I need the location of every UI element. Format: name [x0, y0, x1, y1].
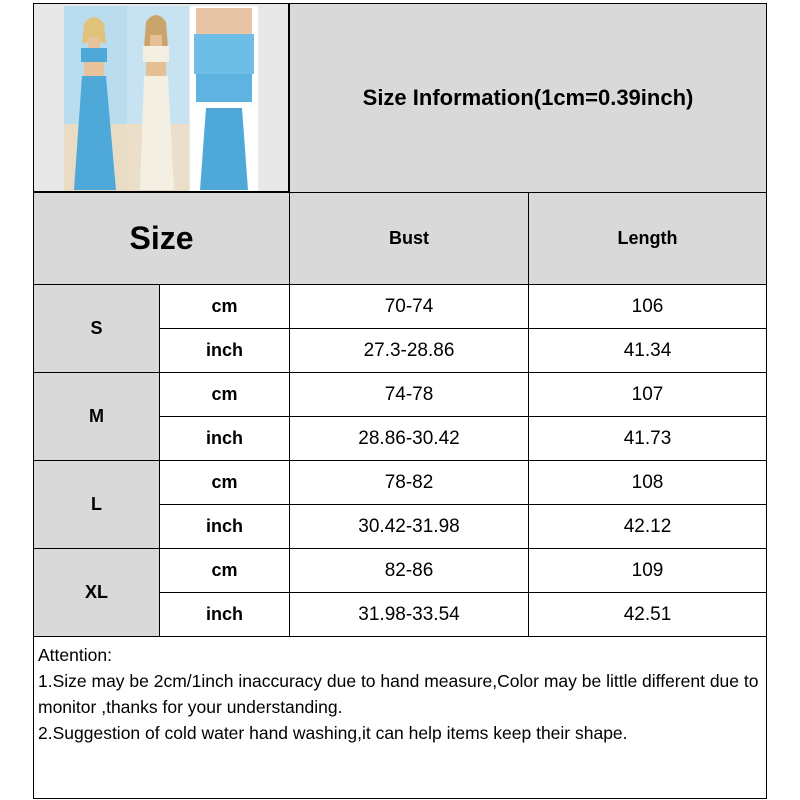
size-chart	[33, 3, 767, 799]
length-column-header: Length	[528, 192, 767, 285]
length-value: 107	[528, 372, 767, 417]
length-value: 41.73	[528, 416, 767, 461]
bust-value: 28.86-30.42	[289, 416, 529, 461]
product-photo-illustration	[34, 4, 289, 192]
length-value: 106	[528, 284, 767, 329]
size-label-l: L	[33, 460, 160, 549]
length-value: 41.34	[528, 328, 767, 373]
bust-column-header: Bust	[289, 192, 529, 285]
unit-label: cm	[159, 548, 290, 593]
bust-value: 82-86	[289, 548, 529, 593]
bust-value: 27.3-28.86	[289, 328, 529, 373]
bust-value: 31.98-33.54	[289, 592, 529, 637]
attention-heading: Attention:	[38, 645, 112, 665]
product-photos	[34, 4, 289, 192]
unit-label: cm	[159, 284, 290, 329]
unit-label: cm	[159, 372, 290, 417]
unit-label: inch	[159, 416, 290, 461]
unit-label: inch	[159, 504, 290, 549]
bust-value: 30.42-31.98	[289, 504, 529, 549]
size-column-header: Size	[33, 192, 290, 285]
size-label-m: M	[33, 372, 160, 461]
length-value: 42.51	[528, 592, 767, 637]
bust-value: 78-82	[289, 460, 529, 505]
attention-notes	[34, 636, 766, 798]
unit-label: inch	[159, 328, 290, 373]
attention-line-1: 1.Size may be 2cm/1inch inaccuracy due to hand measure,Color may be little different due to monitor ,thanks for your understanding.	[38, 671, 759, 717]
size-info-title: Size Information(1cm=0.39inch)	[289, 3, 767, 193]
attention-line-2: 2.Suggestion of cold water hand washing,it can help items keep their shape.	[38, 723, 628, 743]
length-value: 108	[528, 460, 767, 505]
bust-value: 74-78	[289, 372, 529, 417]
bust-value: 70-74	[289, 284, 529, 329]
unit-label: cm	[159, 460, 290, 505]
length-value: 42.12	[528, 504, 767, 549]
size-label-xl: XL	[33, 548, 160, 637]
unit-label: inch	[159, 592, 290, 637]
size-label-s: S	[33, 284, 160, 373]
length-value: 109	[528, 548, 767, 593]
